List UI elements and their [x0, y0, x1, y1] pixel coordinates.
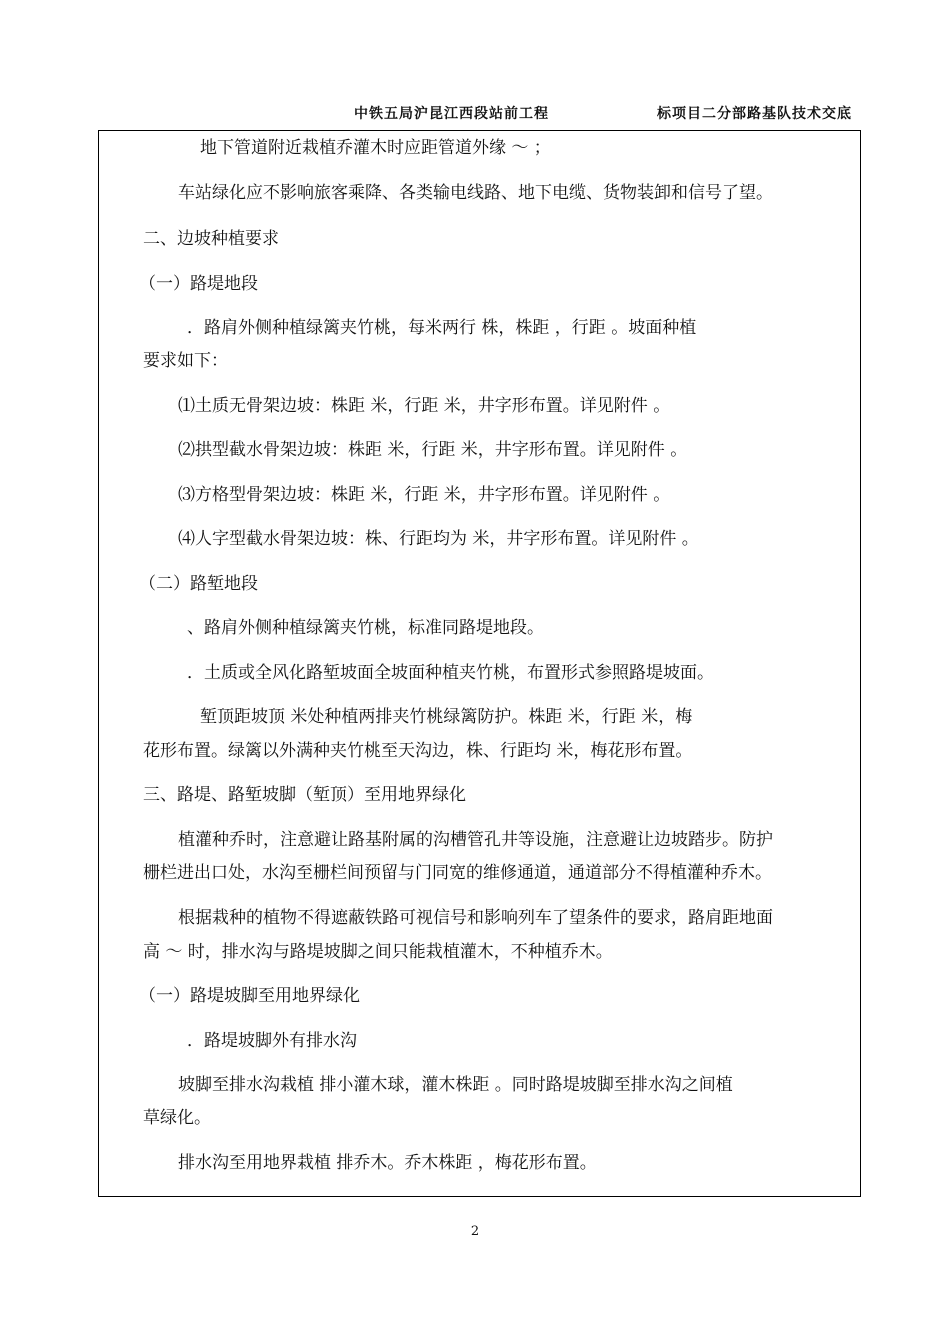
section-heading-slope: 二、边坡种植要求 [143, 229, 279, 249]
content-frame [98, 130, 861, 1197]
paragraph-shrub-planting-line2: 草绿化。 [143, 1108, 211, 1128]
paragraph-cutting-slope: ．土质或全风化路堑坡面全坡面种植夹竹桃，布置形式参照路堤坡面。 [187, 663, 714, 683]
header-project-name: 中铁五局沪昆江西段站前工程 [354, 106, 549, 122]
paragraph-signal-visibility-line1: 根据栽种的植物不得遮蔽铁路可视信号和影响列车了望条件的要求，路肩距地面 [178, 908, 773, 928]
subsection-heading-embankment-toe: （一）路堤坡脚至用地界绿化 [139, 986, 360, 1006]
paragraph-shoulder-planting-line2: 要求如下： [143, 351, 228, 371]
section-heading-boundary: 三、路堤、路堑坡脚（堑顶）至用地界绿化 [143, 785, 466, 805]
paragraph-signal-visibility-line2: 高 ～ 时，排水沟与路堤坡脚之间只能栽植灌木，不种植乔木。 [143, 942, 613, 962]
paragraph-pipeline-distance: 地下管道附近栽植乔灌木时应距管道外缘 ～ ； [200, 138, 551, 158]
paragraph-cutting-shoulder: 、路肩外侧种植绿篱夹竹桃，标准同路堤地段。 [187, 618, 544, 638]
subsection-heading-embankment: （一）路堤地段 [139, 274, 258, 294]
list-item-soil-slope: ⑴土质无骨架边坡：株距 米，行距 米，井字形布置。详见附件 。 [178, 396, 671, 416]
paragraph-avoid-facilities-line1: 植灌种乔时，注意避让路基附属的沟槽管孔井等设施，注意避让边坡踏步。防护 [178, 830, 773, 850]
header-document-title: 标项目二分部路基队技术交底 [657, 106, 852, 122]
paragraph-avoid-facilities-line2: 栅栏进出口处，水沟至栅栏间预留与门同宽的维修通道，通道部分不得植灌种乔木。 [143, 863, 772, 883]
paragraph-station-greening: 车站绿化应不影响旅客乘降、各类输电线路、地下电缆、货物装卸和信号了望。 [178, 183, 773, 203]
list-item-arch-slope: ⑵拱型截水骨架边坡：株距 米，行距 米，井字形布置。详见附件 。 [178, 440, 688, 460]
list-item-herringbone-slope: ⑷人字型截水骨架边坡：株、行距均为 米，井字形布置。详见附件 。 [178, 529, 699, 549]
paragraph-drainage-ditch: ．路堤坡脚外有排水沟 [187, 1031, 357, 1051]
paragraph-shrub-planting-line1: 坡脚至排水沟栽植 排小灌木球，灌木株距 。同时路堤坡脚至排水沟之间植 [178, 1075, 733, 1095]
page-header [98, 99, 862, 125]
paragraph-shoulder-planting-line1: ．路肩外侧种植绿篱夹竹桃，每米两行 株，株距 ，行距 。坡面种植 [187, 318, 697, 338]
list-item-grid-slope: ⑶方格型骨架边坡：株距 米，行距 米，井字形布置。详见附件 。 [178, 485, 671, 505]
paragraph-tree-planting: 排水沟至用地界栽植 排乔木。乔木株距 ，梅花形布置。 [178, 1153, 597, 1173]
paragraph-cutting-top-line1: 堑顶距坡顶 米处种植两排夹竹桃绿篱防护。株距 米，行距 米，梅 [200, 707, 693, 727]
paragraph-cutting-top-line2: 花形布置。绿篱以外满种夹竹桃至天沟边，株、行距均 米，梅花形布置。 [143, 741, 693, 761]
subsection-heading-cutting: （二）路堑地段 [139, 574, 258, 594]
page-number: 2 [470, 1224, 480, 1239]
